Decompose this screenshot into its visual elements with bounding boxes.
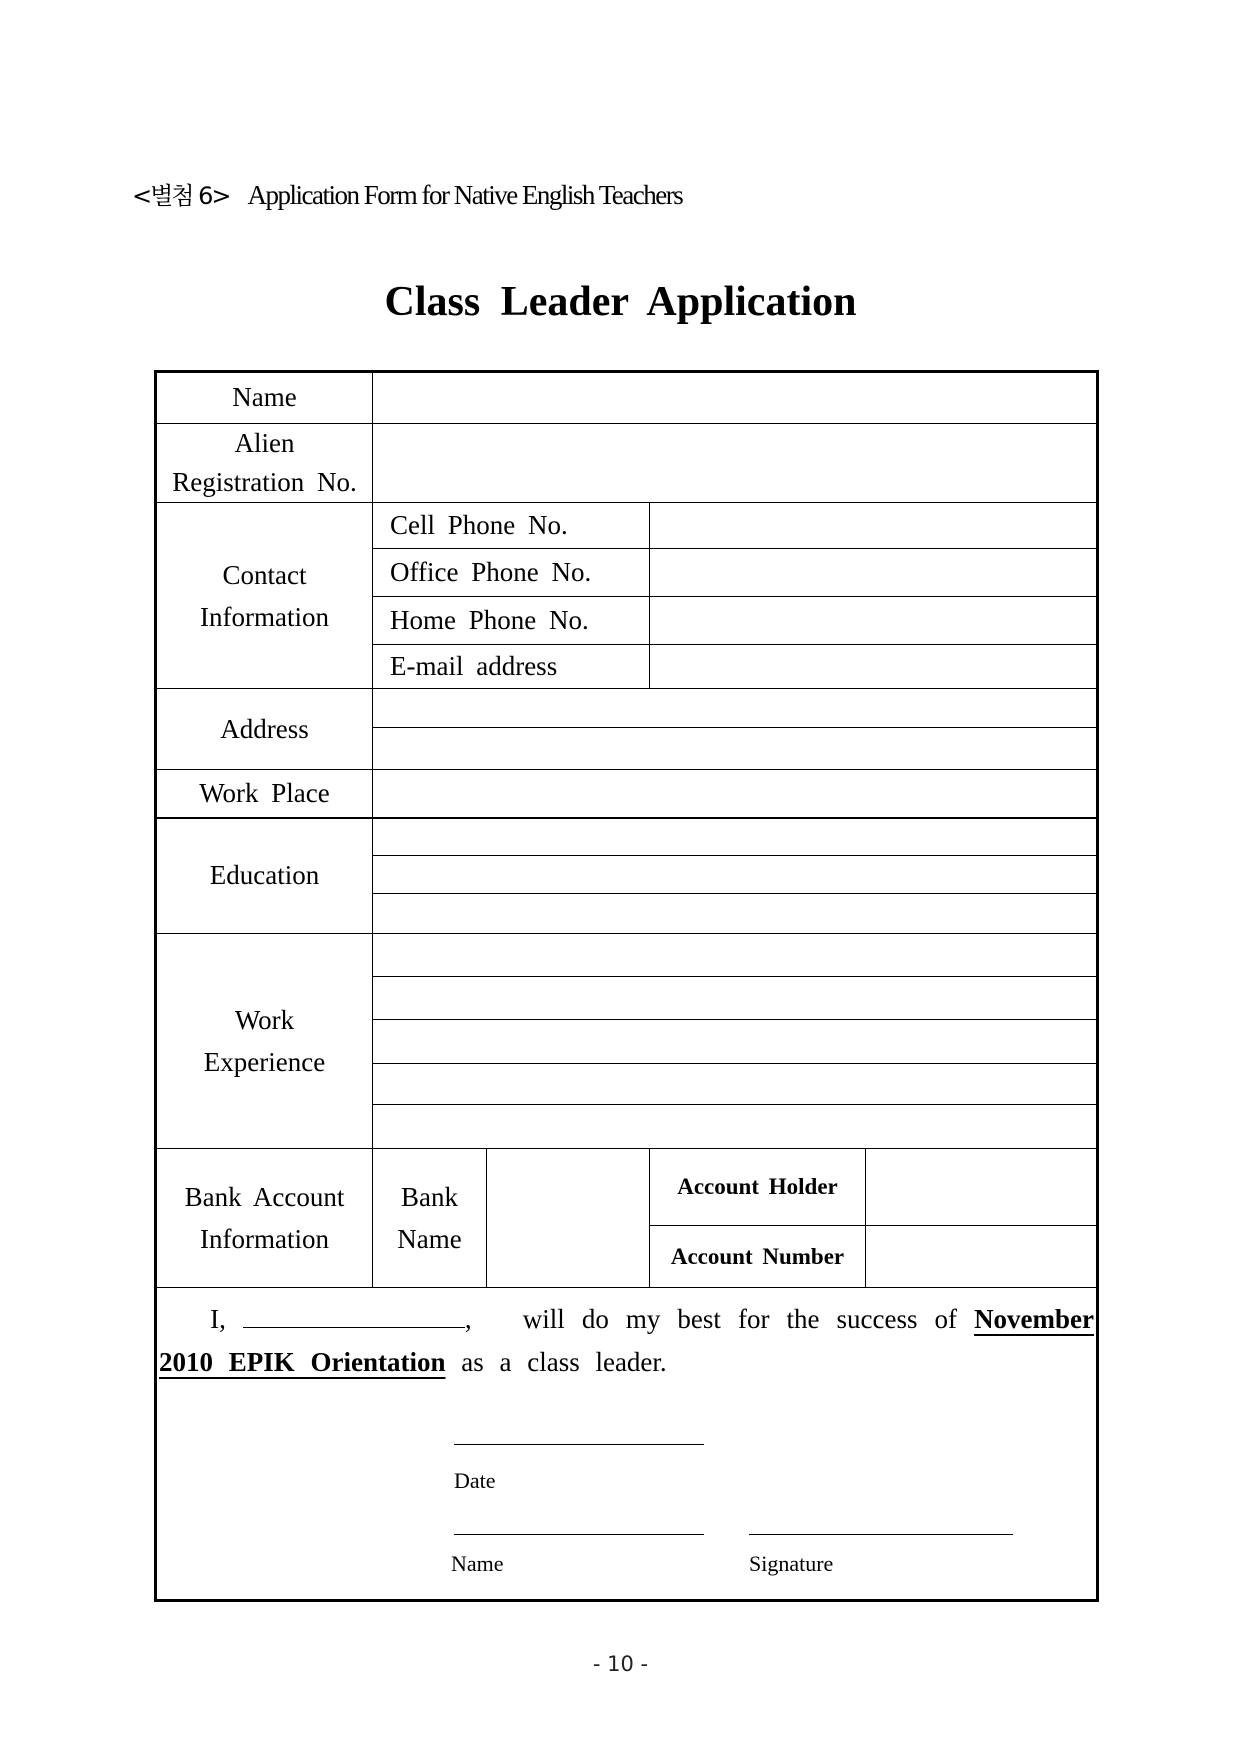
account-number-label: Account Number [650,1226,866,1288]
contact-information-label [156,503,373,689]
address-label: Address [156,689,373,770]
name-field[interactable] [373,372,1098,424]
bank-label-line1: Bank Account [184,1182,345,1213]
cell-phone-label: Cell Phone No. [373,503,650,549]
work-experience-label [156,934,373,1149]
alien-label-line1: Alien [234,428,295,458]
signature-line[interactable] [749,1534,1013,1535]
education-field-line3[interactable] [373,894,1098,934]
annex-label: <별첨 6> [132,182,230,210]
work-label-line1: Work [234,1005,295,1036]
bank-name-label [373,1149,487,1288]
alien-registration-label [156,424,373,503]
pledge-section [156,1288,1098,1601]
account-number-field[interactable] [866,1226,1098,1288]
bank-name-field[interactable] [487,1149,650,1288]
name-line[interactable] [454,1534,704,1535]
pledge-name-blank[interactable] [243,1301,465,1328]
pledge-statement [157,1288,1096,1384]
pledge-prefix: I, [210,1304,226,1335]
pledge-middle: will do my best for the success of [522,1304,958,1335]
home-phone-field[interactable] [650,597,1098,645]
cell-phone-field[interactable] [650,503,1098,549]
work-experience-field-line4[interactable] [373,1064,1098,1105]
account-holder-label: Account Holder [650,1149,866,1226]
bank-name-line1: Bank [401,1182,458,1213]
work-experience-field-line1[interactable] [373,934,1098,977]
office-phone-field[interactable] [650,549,1098,597]
education-field-line2[interactable] [373,856,1098,894]
signature-label: Signature [749,1551,834,1577]
pledge-suffix: as a class leader. [461,1347,667,1378]
address-field-line2[interactable] [373,728,1098,770]
alien-label-line2: Registration No. [172,467,357,498]
education-label: Education [156,818,373,934]
pledge-comma: , [464,1304,472,1335]
alien-registration-field[interactable] [373,424,1098,503]
work-experience-field-line3[interactable] [373,1020,1098,1064]
page-number: - 10 - [592,1652,649,1676]
home-phone-label: Home Phone No. [373,597,650,645]
work-place-label: Work Place [156,770,373,818]
work-label-line2: Experience [203,1047,326,1078]
name-signature-label: Name [451,1551,504,1577]
work-experience-field-line5[interactable] [373,1105,1098,1149]
office-phone-label: Office Phone No. [373,549,650,597]
work-experience-field-line2[interactable] [373,977,1098,1020]
name-label: Name [156,372,373,424]
email-field[interactable] [650,645,1098,689]
email-label: E-mail address [373,645,650,689]
date-line[interactable] [454,1444,704,1445]
account-holder-field[interactable] [866,1149,1098,1226]
annex-title: Application Form for Native English Teachers [247,180,683,210]
page-title: Class Leader Application [384,279,857,325]
education-field-line1[interactable] [373,818,1098,856]
contact-label-line2: Information [200,601,329,632]
bank-account-label [156,1149,373,1288]
address-field-line1[interactable] [373,689,1098,728]
pledge-event: November 2010 EPIK Orientation [159,1304,1095,1378]
bank-name-line2: Name [397,1224,462,1255]
annex-heading [132,176,682,211]
work-place-field[interactable] [373,770,1098,818]
application-form-table [154,370,1099,1602]
date-label: Date [454,1468,496,1494]
bank-label-line2: Information [200,1224,329,1255]
contact-label-line1: Contact [222,559,307,590]
